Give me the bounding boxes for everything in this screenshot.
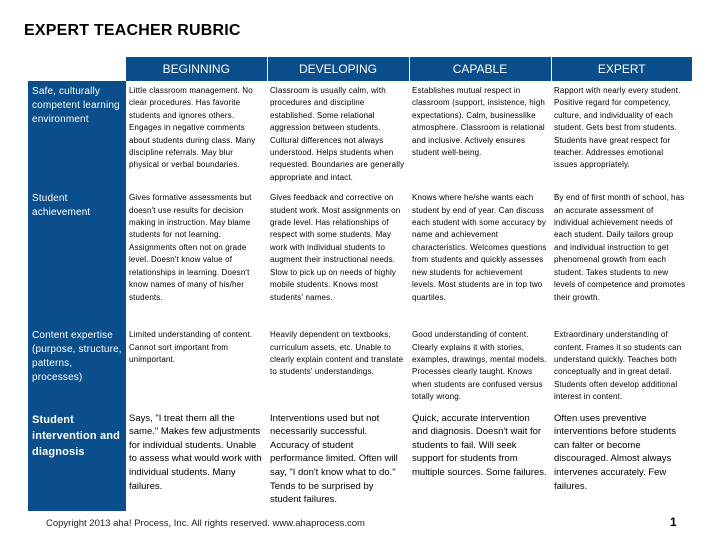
rubric-cell: Gives formative assessments but doesn't use results for decision making in instruction. May blame students for not learning. Assignments often not on grade level. Doesn't know value of relationships in learning. Doesn't know names of many of his/her students. [129, 193, 252, 302]
rubric-cell: Extraordinary understanding of content. Frames it so students can understand quickly. Teaches both conceptually and in great detail. Students often develop additional interest in content. [554, 330, 682, 402]
rubric-cell: By end of first month of school, has an accurate assessment of individual achievement needs of each student. Daily tailors group and individual instruction to get phenomenal growth from each student. Takes students to new levels of competence and promotes their growth. [554, 193, 686, 302]
column-header-beginning: BEGINNING [126, 57, 267, 81]
rubric-cell: Gives feedback and corrective on student work. Most assignments on grade level. Has relationships of respect with some students. May work with individual students to augment their instructional needs. Slow to pick up on needs of highly mobile students. Knows most students' names. [270, 193, 401, 302]
criterion-cell: Content expertise (purpose, structure, patterns, processes) [28, 325, 126, 407]
column-header-expert: EXPERT [551, 57, 692, 81]
rubric-cell: Limited understanding of content. Cannot sort important from unimportant. [129, 330, 253, 365]
table-row [28, 81, 692, 188]
header-row [28, 57, 692, 81]
table-row [28, 188, 692, 325]
rubric-cell: Often uses preventive interventions before students can falter or become discouraged. Almost always intervenes accurately. Few failures. [554, 412, 676, 492]
rubric-cell: Establishes mutual respect in classroom (support, insistence, high expectations). Calm, businesslike atmosphere. Classroom is relational and inclusive. Actively ensures student well-being. [412, 86, 546, 158]
rubric-cell: Knows where he/she wants each student by end of year. Can discuss each student with some accuracy by name and achievement characteristics. Welcomes questions from students and quickly assesses new students for achievement levels. Most students are in top two quartiles. [412, 193, 547, 302]
criterion-cell: Student achievement [28, 188, 126, 325]
header-corner [28, 57, 126, 81]
page-title: EXPERT TEACHER RUBRIC [24, 22, 241, 39]
rubric-cell: Classroom is usually calm, with procedures and discipline established. Some relational aggression between students. Cultural differences not always understood. Helps students when requested. Boundaries are generally appropriate and intact. [270, 86, 405, 182]
column-header-capable: CAPABLE [409, 57, 551, 81]
rubric-cell: Quick, accurate intervention and diagnosis. Doesn't wait for students to fail. Will seek support for students from multiple sources. Some failures. [412, 412, 547, 479]
copyright-footer: Copyright 2013 aha! Process, Inc. All rights reserved. www.ahaprocess.com [46, 518, 365, 529]
table-row [28, 325, 692, 407]
rubric-cell: Says, "I treat them all the same." Makes few adjustments for individual students. Unable to assess what would work with individual students. Many failures. [129, 412, 262, 492]
rubric-cell: Heavily dependent on textbooks, curriculum assets, etc. Unable to clearly explain content and translate to students' understandings. [270, 330, 404, 377]
rubric-cell: Little classroom management. No clear procedures. Has favorite students and ignores others. Engages in negative comments about students during class. Many discipline referrals. May blur physical or verbal boundaries. [129, 86, 256, 170]
rubric-cell: Rapport with nearly every student. Positive regard for competency, culture, and individuality of each student. Gets best from students. Students have great respect for teacher. Addresses emotional issues appropriately. [554, 86, 681, 170]
table-row [28, 408, 692, 511]
rubric-cell: Good understanding of content. Clearly explains it with stories, examples, drawings, mental models. Processes clearly taught. Knows when students are confused versus totally wrong. [412, 330, 547, 402]
column-header-developing: DEVELOPING [267, 57, 409, 81]
page-number: 1 [670, 515, 677, 529]
criterion-cell: Safe, culturally competent learning environment [28, 81, 126, 188]
rubric-cell: Interventions used but not necessarily successful. Accuracy of student performance limited. Often will say, "I don't know what to do." Tends to be surprised by student failures. [270, 412, 398, 506]
criterion-cell: Student intervention and diagnosis [28, 408, 126, 511]
rubric-table [28, 57, 692, 511]
